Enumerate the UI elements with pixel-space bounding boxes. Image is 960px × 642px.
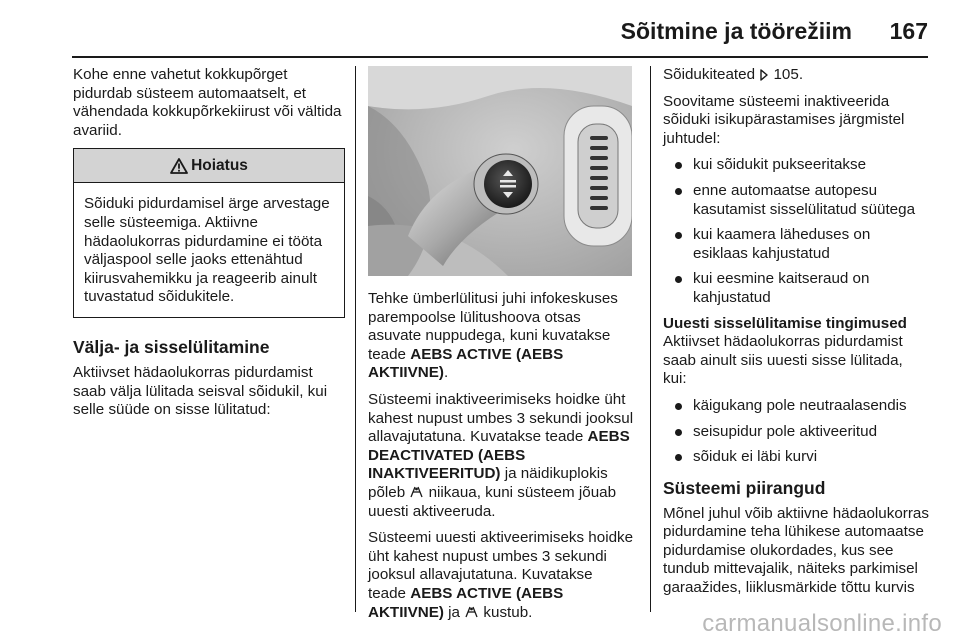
aebs-indicator-icon: [409, 485, 424, 499]
page-title: Sõitmine ja töörežiim: [620, 18, 852, 44]
list-item: kui kaamera läheduses on esiklaas kahjustatud: [663, 226, 929, 263]
section-text-limits: Mõnel juhul võib aktiivne hädaolukorras pidurdamine teha lühikese automaatse pidurdamise olukordades, kus see tundub mittevajalik, näiteks parkimisel garaažides, liiklusmärkide tõttu kurvis: [663, 504, 929, 597]
warning-header: [74, 149, 344, 183]
paragraph-deactivate: Süsteemi inaktiveerimiseks hoidke üht kahest nupust umbes 3 sekundi jooksul allavajutatuna. Kuvatakse teade AEBS DEACTIVATED (AEBS INAKTIVEERITUD) ja näidikuplokis põleb niikaua, kuni süsteem jõuab uuesti aktiveeruda.: [368, 390, 634, 520]
recommend-paragraph: Soovitame süsteemi inaktiveerida sõiduki isikupärastamises järgmistel juhtudel:: [663, 92, 905, 147]
page-number: 167: [889, 18, 928, 44]
column-3: [663, 66, 929, 606]
stalk-button-photo: [368, 66, 632, 276]
column-2: [368, 66, 634, 630]
vehicle-messages-reference: Sõidukiteated 105.: [663, 66, 804, 83]
paragraph-activate: Tehke ümberlülitusi juhi infokeskuses parempoolse lülitushoova otsas asuvate nuppudega, kuni kuvatakse teade AEBS ACTIVE (AEBS AKTIIVNE).: [368, 290, 618, 382]
list-item: seisupidur pole aktiveeritud: [663, 423, 929, 442]
list-item: kui sõidukit pukseeritakse: [663, 156, 929, 175]
subsection-text: Aktiivset hädaolukorras pidurdamist saab ainult siis uuesti sisse lülitada, kui:: [663, 333, 903, 388]
message-aebs-active: AEBS ACTIVE (AEBS AKTIIVNE): [368, 345, 564, 382]
subsection-title: Uuesti sisselülitamise tingimused: [663, 314, 907, 332]
column-divider: [355, 66, 356, 612]
intro-paragraph: Kohe enne vahetut kokkupõrget pidurdab süsteem automaatselt, et vähendada kokkupõrkekiirust või vältida avariid.: [73, 66, 342, 139]
conditions-list: [663, 397, 929, 467]
list-item: enne automaatse autopesu kasutamist sisselülitatud süütega: [663, 182, 929, 219]
column-1: [73, 66, 345, 428]
section-text-toggle: Aktiivset hädaolukorras pidurdamist saab välja lülitada seisval sõidukil, kui selle süüde on sisse lülitatud:: [73, 363, 328, 419]
warning-triangle-icon: [170, 158, 188, 174]
page-header: [0, 0, 960, 58]
warning-title: Hoiatus: [191, 156, 248, 174]
message-aebs-deactivated: AEBS DEACTIVATED (AEBS INAKTIVEERITUD): [368, 428, 630, 483]
page-reference-icon: [759, 69, 769, 81]
aebs-indicator-icon: [464, 605, 479, 619]
section-title-limits: Süsteemi piirangud: [663, 477, 826, 498]
column-divider: [650, 66, 651, 612]
list-item: sõiduk ei läbi kurvi: [663, 448, 929, 467]
recommend-list: [663, 156, 929, 307]
message-aebs-active-2: AEBS ACTIVE (AEBS AKTIIVNE): [368, 584, 564, 621]
header-rule: [72, 56, 928, 58]
paragraph-reactivate: Süsteemi uuesti aktiveerimiseks hoidke üht kahest nupust umbes 3 sekundi jooksul allavajutatuna. Kuvatakse teade AEBS ACTIVE (AEBS AKTIIVNE) ja kustub.: [368, 529, 634, 621]
list-item: käigukang pole neutraalasendis: [663, 397, 929, 416]
list-item: kui eesmine kaitseraud on kahjustatud: [663, 270, 929, 307]
section-title-toggle: Välja- ja sisselülitamine: [73, 336, 270, 357]
warning-text: Sõiduki pidurdamisel ärge arvestage selle süsteemiga. Aktiivne hädaolukorras pidurdamine ei tööta väljaspool selle jaoks ettenähtud kiirusvahemikku ja reageerib ainult tuvastatud sõidukitele.: [84, 195, 330, 306]
warning-box: [73, 148, 345, 318]
watermark: carmanualsonline.info: [702, 610, 942, 637]
